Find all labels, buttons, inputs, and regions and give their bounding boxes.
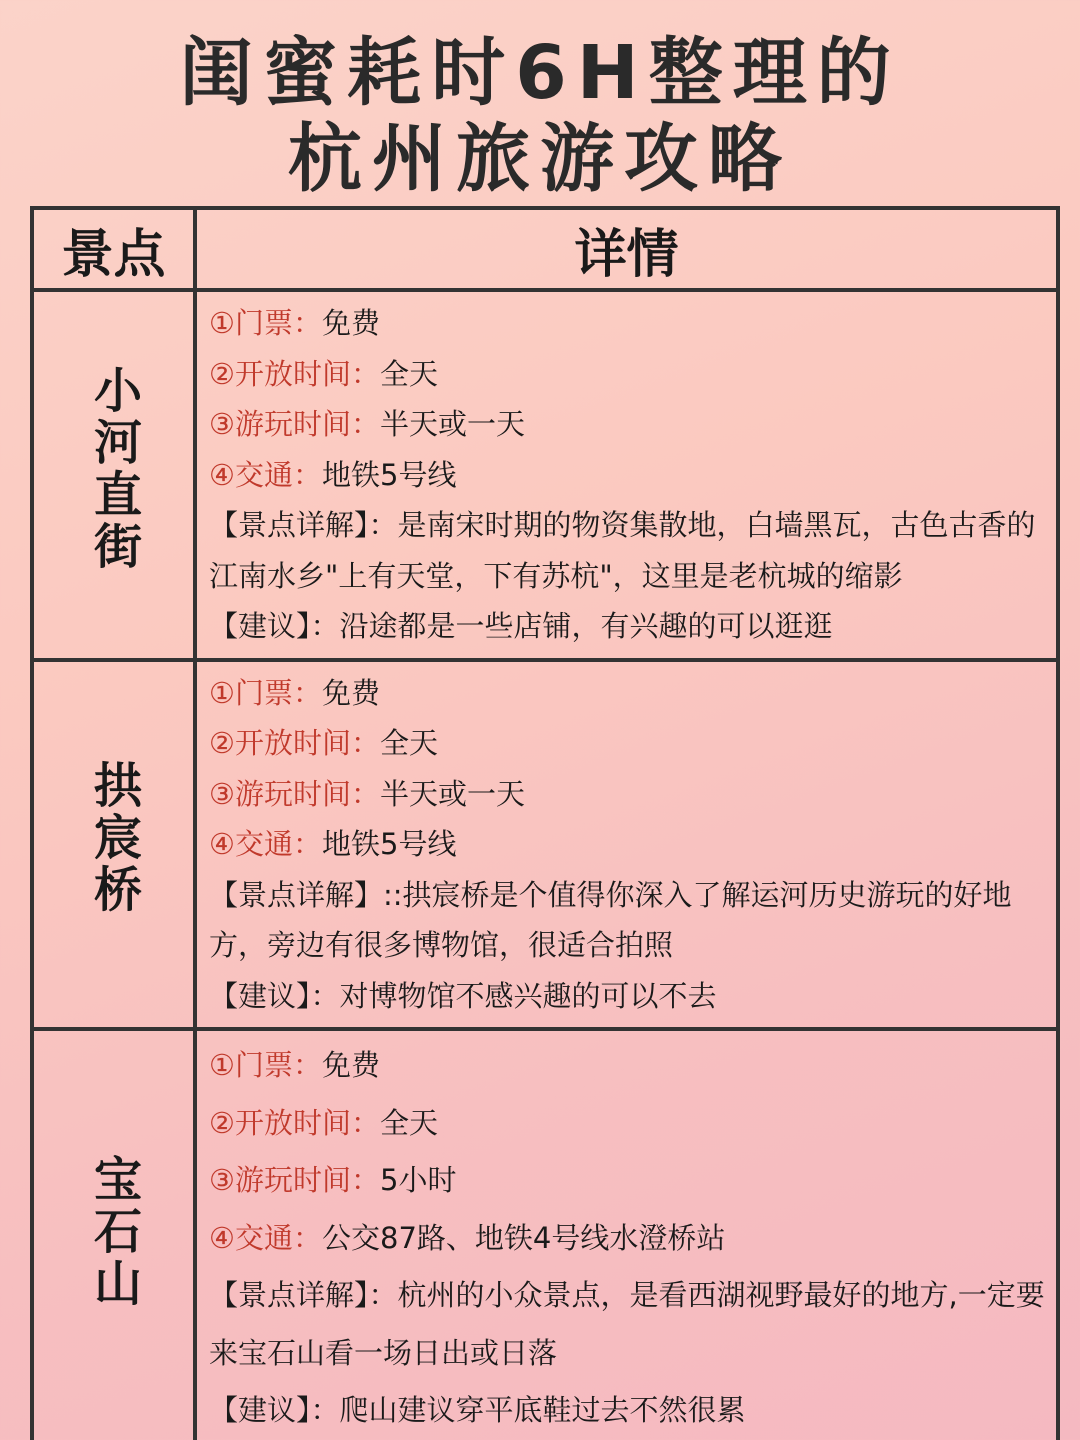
intro-paragraph: 【景点详解】：是南宋时期的物资集散地，白墙黑瓦，古色古香的江南水乡"上有天堂，下有苏杭"，这里是老杭城的缩影	[209, 508, 1036, 593]
spot-name: 拱宸桥	[85, 760, 142, 917]
spot-name: 小河直街	[85, 364, 142, 573]
table-header-row	[32, 208, 1058, 290]
advice-line: 【建议】：对博物馆不感兴趣的可以不去	[209, 978, 717, 1013]
ticket-line: ①门票：免费	[209, 675, 381, 710]
advice-line: 【建议】：爬山建议穿平底鞋过去不然很累	[209, 1393, 746, 1427]
detail-cell	[195, 1029, 1058, 1440]
hours-line: ②开放时间：全天	[209, 726, 439, 760]
attractions-table	[30, 206, 1060, 1440]
transport-line: ④交通：地铁5号线	[209, 827, 457, 861]
spot-name-cell	[32, 660, 195, 1030]
header-detail: 详情	[195, 208, 1058, 290]
transport-line: ④交通：地铁5号线	[209, 457, 457, 492]
table-row	[32, 660, 1058, 1030]
ticket-line: ①门票：免费	[209, 306, 381, 340]
title-line-1: 闺蜜耗时6H整理的	[179, 30, 901, 116]
duration-line: ③游玩时间：半天或一天	[209, 407, 526, 441]
spot-name-cell	[32, 290, 195, 660]
title-line-2: 杭州旅游攻略	[288, 116, 792, 202]
table-row	[32, 290, 1058, 660]
table-row	[32, 1029, 1058, 1440]
ticket-line: ①门票：免费	[209, 1048, 381, 1082]
spot-name: 宝石山	[85, 1154, 142, 1311]
hours-line: ②开放时间：全天	[209, 356, 439, 391]
duration-line: ③游玩时间：半天或一天	[209, 776, 526, 811]
intro-paragraph: 【景点详解】：杭州的小众景点，是看西湖视野最好的地方,一定要来宝石山看一场日出或日落	[209, 1278, 1045, 1370]
transport-line: ④交通：公交87路、地铁4号线水澄桥站	[209, 1220, 726, 1255]
advice-line: 【建议】：沿途都是一些店铺，有兴趣的可以逛逛	[209, 609, 833, 643]
intro-paragraph: 【景点详解】::拱宸桥是个值得你深入了解运河历史游玩的好地方，旁边有很多博物馆，很适合拍照	[209, 877, 1012, 962]
detail-cell	[195, 660, 1058, 1030]
hours-line: ②开放时间：全天	[209, 1105, 439, 1140]
spot-name-cell	[32, 1029, 195, 1440]
page-title	[0, 30, 1080, 202]
header-spot: 景点	[32, 208, 195, 290]
duration-line: ③游玩时间：5小时	[209, 1163, 457, 1197]
detail-cell	[195, 290, 1058, 660]
